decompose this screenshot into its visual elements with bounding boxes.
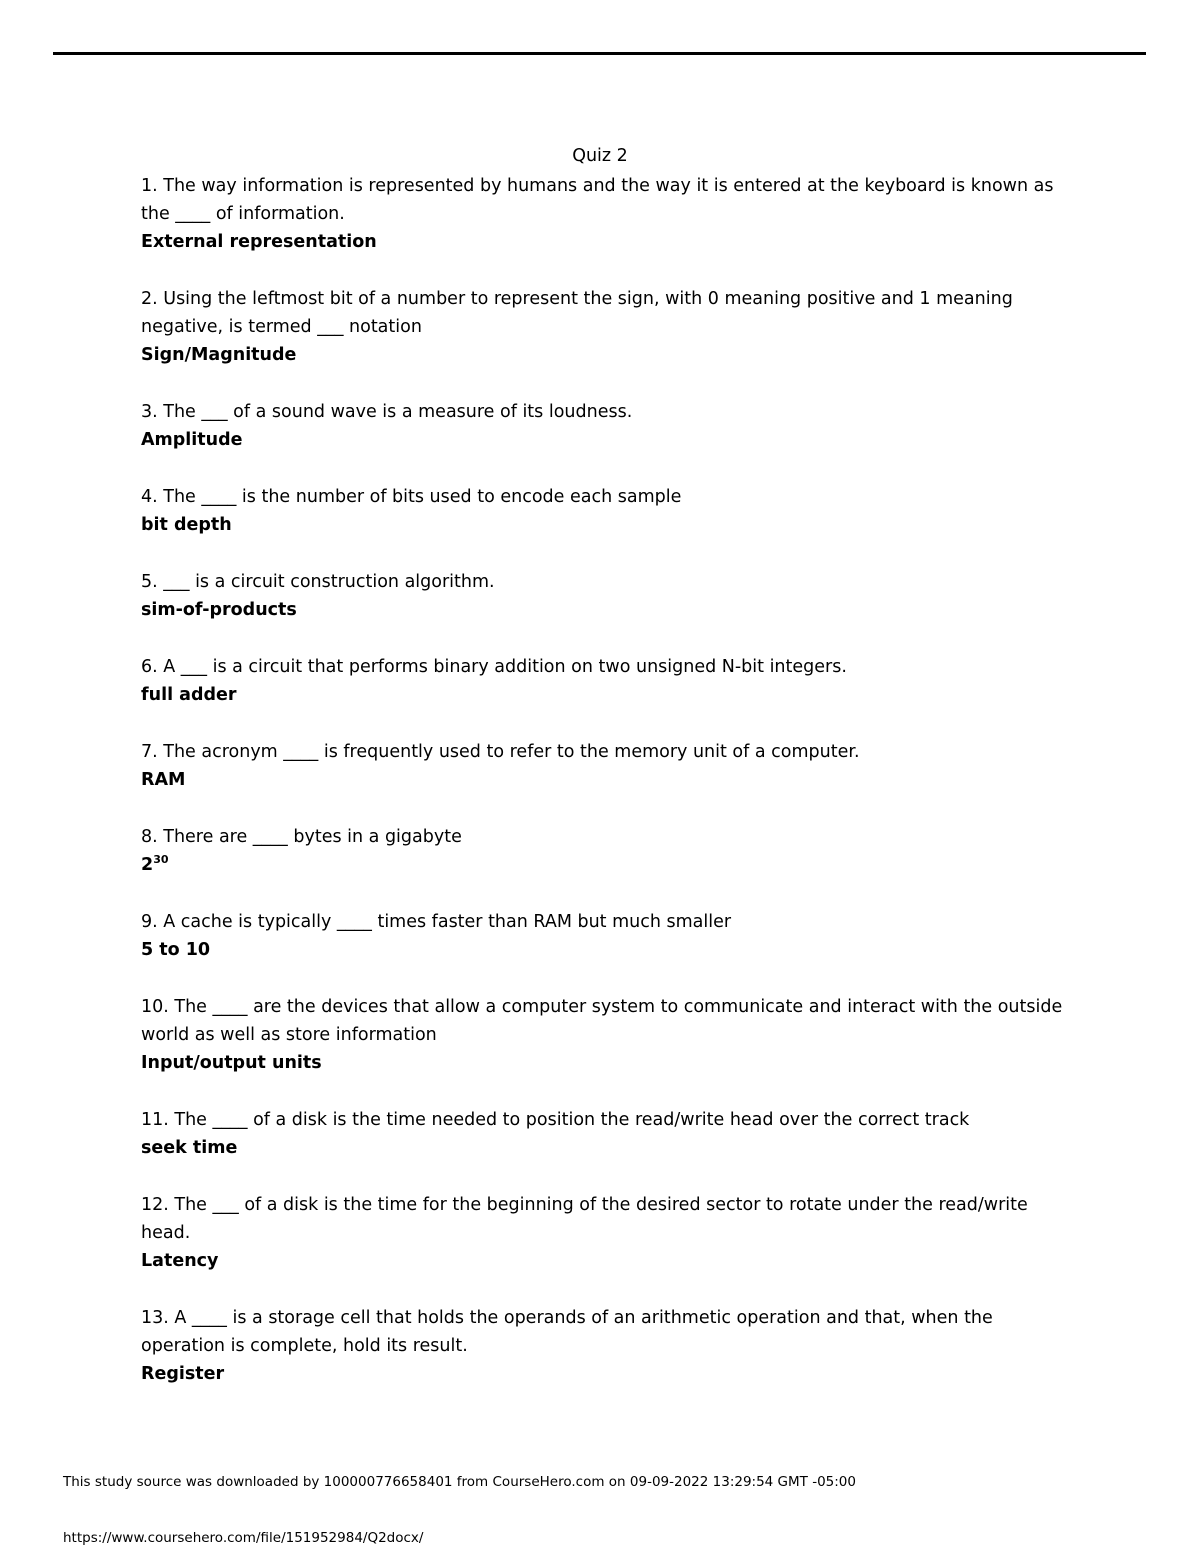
question-text: 12. The ___ of a disk is the time for the beginning of the desired sector to rotate under the read/write head. xyxy=(141,1195,1028,1243)
question-answer xyxy=(141,851,1071,879)
question-item xyxy=(141,993,1071,1077)
question-text: 11. The ____ of a disk is the time needed to position the read/write head over the correct track xyxy=(141,1110,970,1130)
question-answer: Latency xyxy=(141,1251,219,1271)
answer-base: 2 xyxy=(141,855,154,875)
question-text: 9. A cache is typically ____ times faster than RAM but much smaller xyxy=(141,912,732,932)
answer-exponent: 30 xyxy=(153,853,169,866)
question-item xyxy=(141,1304,1071,1388)
question-answer: full adder xyxy=(141,685,237,705)
question-answer: 5 to 10 xyxy=(141,940,211,960)
question-answer: sim-of-products xyxy=(141,600,297,620)
question-item xyxy=(141,398,1071,454)
question-item xyxy=(141,653,1071,709)
question-answer: Amplitude xyxy=(141,430,243,450)
question-text: 8. There are ____ bytes in a gigabyte xyxy=(141,827,462,847)
question-item xyxy=(141,908,1071,964)
question-item xyxy=(141,285,1071,369)
question-answer: RAM xyxy=(141,770,186,790)
question-text: 10. The ____ are the devices that allow a computer system to communicate and interact with the outside world as well as store information xyxy=(141,997,1063,1045)
top-divider-line xyxy=(53,52,1146,55)
question-answer: Input/output units xyxy=(141,1053,322,1073)
question-item xyxy=(141,738,1071,794)
question-item xyxy=(141,1106,1071,1162)
question-answer: Register xyxy=(141,1364,225,1384)
page-title: Quiz 2 xyxy=(572,146,628,166)
question-text: 5. ___ is a circuit construction algorithm. xyxy=(141,572,495,592)
question-text: 2. Using the leftmost bit of a number to represent the sign, with 0 meaning positive and 1 meaning negative, is termed ___ notation xyxy=(141,289,1013,337)
question-list xyxy=(141,172,1071,1417)
question-item xyxy=(141,823,1071,879)
question-item xyxy=(141,568,1071,624)
question-answer: External representation xyxy=(141,232,377,252)
question-text: 4. The ____ is the number of bits used to encode each sample xyxy=(141,487,682,507)
question-text: 7. The acronym ____ is frequently used to refer to the memory unit of a computer. xyxy=(141,742,860,762)
source-url: https://www.coursehero.com/file/151952984/Q2docx/ xyxy=(63,1530,424,1546)
question-answer: bit depth xyxy=(141,515,232,535)
question-text: 1. The way information is represented by humans and the way it is entered at the keyboard is known as the ____ of information. xyxy=(141,176,1054,224)
question-text: 13. A ____ is a storage cell that holds the operands of an arithmetic operation and that, when the operation is complete, hold its result. xyxy=(141,1308,993,1356)
question-answer: Sign/Magnitude xyxy=(141,345,297,365)
question-text: 3. The ___ of a sound wave is a measure of its loudness. xyxy=(141,402,633,422)
question-text: 6. A ___ is a circuit that performs binary addition on two unsigned N-bit integers. xyxy=(141,657,847,677)
question-item xyxy=(141,483,1071,539)
question-answer: seek time xyxy=(141,1138,238,1158)
question-item xyxy=(141,172,1071,256)
question-item xyxy=(141,1191,1071,1275)
download-source-note: This study source was downloaded by 100000776658401 from CourseHero.com on 09-09-2022 13:29:54 GMT -05:00 xyxy=(63,1474,856,1490)
